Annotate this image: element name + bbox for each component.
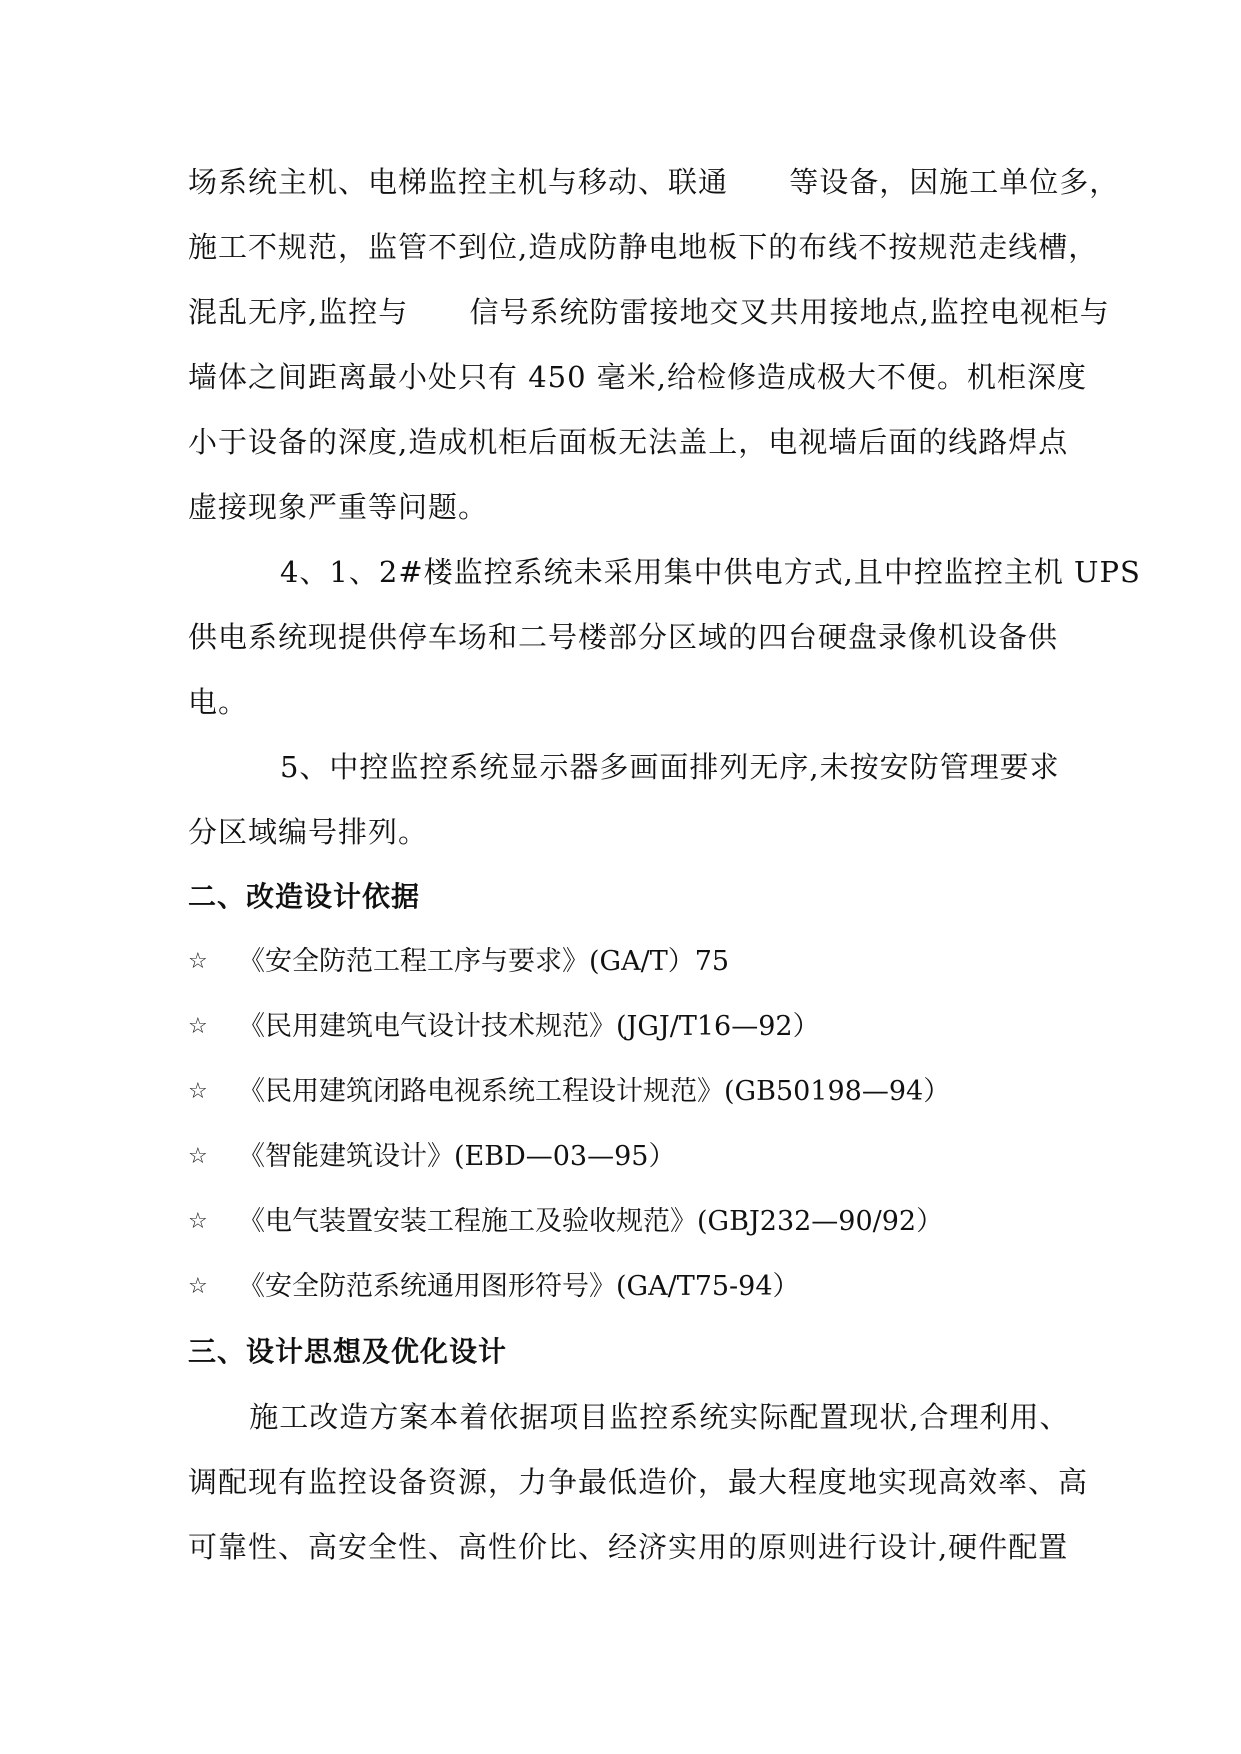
star-bullet-icon: ☆ xyxy=(188,1209,208,1234)
reference-item: 《民用建筑闭路电视系统工程设计规范》(GB50198—94） xyxy=(238,1076,951,1107)
paragraph-line: 墙体之间距离最小处只有 450 毫米,给检修造成极大不便。机柜深度 xyxy=(188,360,1088,394)
paragraph-line: 混乱无序,监控与 信号系统防雷接地交叉共用接地点,监控电视柜与 xyxy=(188,295,1110,329)
paragraph-line: 5、中控监控系统显示器多画面排列无序,未按安防管理要求 xyxy=(188,750,1060,784)
reference-item: 《智能建筑设计》(EBD—03—95） xyxy=(238,1141,676,1172)
paragraph-line: 分区域编号排列。 xyxy=(188,815,429,849)
paragraph-line: 施工不规范，监管不到位,造成防静电地板下的布线不按规范走线槽， xyxy=(188,230,1099,264)
paragraph-line: 调配现有监控设备资源，力争最低造价，最大程度地实现高效率、高 xyxy=(188,1465,1089,1499)
paragraph-line: 电。 xyxy=(188,685,249,719)
reference-item: 《电气装置安装工程施工及验收规范》(GBJ232—90/92） xyxy=(238,1206,944,1237)
star-bullet-icon: ☆ xyxy=(188,949,208,974)
paragraph-line: 虚接现象严重等问题。 xyxy=(188,490,489,524)
star-bullet-icon: ☆ xyxy=(188,1144,208,1169)
paragraph-line: 场系统主机、电梯监控主机与移动、联通 等设备，因施工单位多， xyxy=(188,165,1120,199)
paragraph-line: 可靠性、高安全性、高性价比、经济实用的原则进行设计,硬件配置 xyxy=(188,1530,1069,1564)
reference-item: 《民用建筑电气设计技术规范》(JGJ/T16—92） xyxy=(238,1011,820,1042)
paragraph-line: 小于设备的深度,造成机柜后面板无法盖上，电视墙后面的线路焊点 xyxy=(188,425,1069,459)
paragraph-line: 供电系统现提供停车场和二号楼部分区域的四台硬盘录像机设备供 xyxy=(188,620,1059,654)
star-bullet-icon: ☆ xyxy=(188,1079,208,1104)
paragraph-line: 4、1、2#楼监控系统未采用集中供电方式,且中控监控主机 UPS xyxy=(188,555,1141,589)
star-bullet-icon: ☆ xyxy=(188,1014,208,1039)
star-bullet-icon: ☆ xyxy=(188,1274,208,1299)
section-heading: 二、改造设计依据 xyxy=(188,880,421,913)
reference-item: 《安全防范工程工序与要求》(GA/T）75 xyxy=(238,946,730,977)
section-heading: 三、设计思想及优化设计 xyxy=(188,1335,508,1368)
paragraph-line: 施工改造方案本着依据项目监控系统实际配置现状,合理利用、 xyxy=(188,1400,1070,1434)
reference-item: 《安全防范系统通用图形符号》(GA/T75-94） xyxy=(238,1271,800,1302)
